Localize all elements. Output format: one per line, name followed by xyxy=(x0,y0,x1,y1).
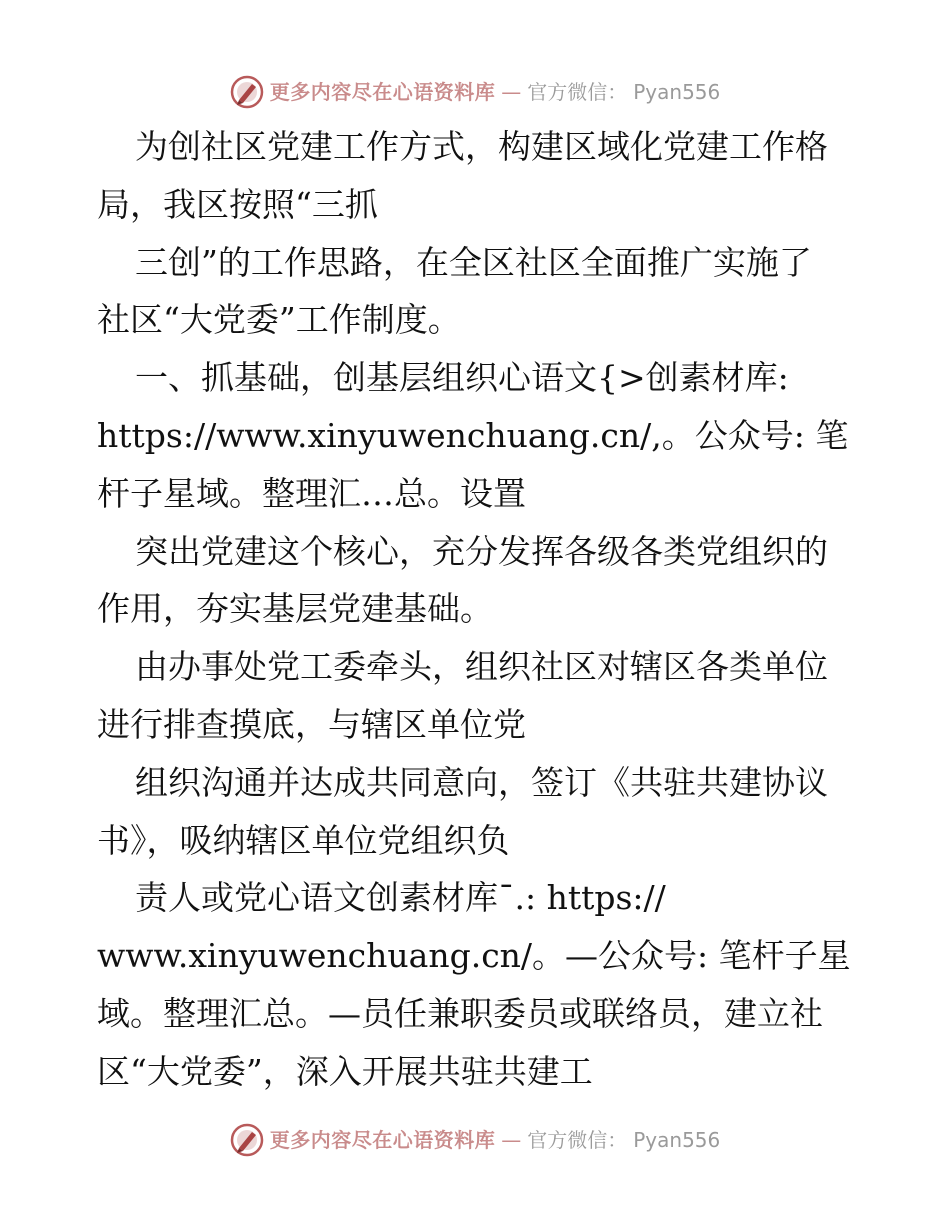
document-body xyxy=(97,118,867,1101)
body-line: 社区“大党委”工作制度。 xyxy=(97,300,461,340)
banner-main-text: 更多内容尽在心语资料库 xyxy=(269,80,496,104)
body-line: 进行排查摸底，与辖区单位党 xyxy=(97,704,526,744)
body-line: www.xinyuwenchuang.cn/。—公众号: 笔杆子星 xyxy=(97,936,851,976)
body-line: 三创”的工作思路，在全区社区全面推广实施了 xyxy=(135,242,812,282)
footer-banner xyxy=(0,1118,950,1162)
banner-main-text: 更多内容尽在心语资料库 xyxy=(269,1128,496,1152)
body-line: https://www.xinyuwenchuang.cn/,。公众号: 笔 xyxy=(97,415,849,455)
body-line: 突出党建这个核心，充分发挥各级各类党组织的 xyxy=(135,531,828,571)
pen-seal-logo-icon xyxy=(230,75,264,109)
banner-dash: — xyxy=(501,80,522,104)
banner-dash: — xyxy=(501,1128,522,1152)
body-line: 作用，夯实基层党建基础。 xyxy=(97,589,493,629)
body-line: 一、抓基础，创基层组织心语文{>创素材库: xyxy=(135,358,789,398)
banner-wechat-id: Pyan556 xyxy=(633,1128,721,1152)
body-line: 为创社区党建工作方式，构建区域化党建工作格 xyxy=(135,127,828,166)
body-line: 局，我区按照“三抓 xyxy=(97,184,378,224)
body-line: 组织沟通并达成共同意向，签订《共驻共建协议 xyxy=(135,762,828,802)
body-line: 书》，吸纳辖区单位党组织负 xyxy=(97,820,510,860)
header-banner xyxy=(0,70,950,114)
banner-official-label: 官方微信： xyxy=(527,80,628,104)
body-line: 区“大党委”，深入开展共驻共建工 xyxy=(97,1051,593,1091)
body-line: 由办事处党工委牵头，组织社区对辖区各类单位 xyxy=(135,647,828,687)
banner-official-label: 官方微信： xyxy=(527,1128,628,1152)
banner-wechat-id: Pyan556 xyxy=(633,80,721,104)
body-line: 杆子星域。整理汇…总。设置 xyxy=(97,473,526,513)
body-line: 域。整理汇总。—员任兼职委员或联络员，建立社 xyxy=(97,993,823,1033)
body-line: 责人或党心语文创素材库¯.: https:// xyxy=(135,878,666,918)
pen-seal-logo-icon xyxy=(230,1123,264,1157)
